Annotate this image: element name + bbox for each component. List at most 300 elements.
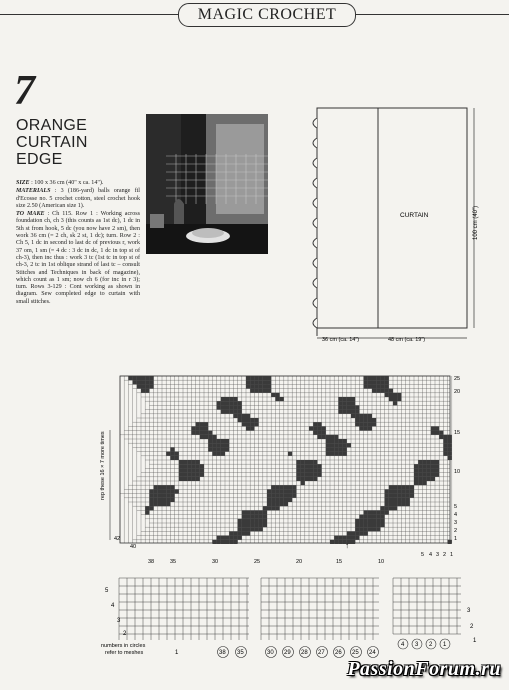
filled-block — [418, 477, 422, 481]
filled-block — [347, 410, 351, 414]
filled-block — [162, 494, 166, 498]
filled-block — [288, 452, 292, 456]
filled-block — [246, 519, 250, 523]
filled-block — [364, 380, 368, 384]
filled-block — [246, 418, 250, 422]
filled-block — [364, 426, 368, 430]
filled-block — [406, 485, 410, 489]
filled-block — [301, 473, 305, 477]
filled-block — [162, 489, 166, 493]
filled-block — [376, 519, 380, 523]
detail-row-label: 3 — [117, 618, 121, 624]
filled-block — [313, 464, 317, 468]
filled-block — [284, 494, 288, 498]
filled-block — [221, 447, 225, 451]
mesh-circle-number: 2 — [429, 642, 433, 648]
filled-block — [380, 384, 384, 388]
arrow-mark: ↑ — [345, 541, 349, 550]
filled-block — [225, 405, 229, 409]
filled-block — [259, 376, 263, 380]
mesh-circle-number: 27 — [318, 650, 325, 656]
column-number: 2 — [443, 552, 447, 558]
filled-block — [414, 468, 418, 472]
filled-block — [376, 380, 380, 384]
filled-block — [250, 426, 254, 430]
filled-block — [448, 452, 452, 456]
filled-block — [351, 536, 355, 540]
detail-middle-grid — [261, 578, 379, 640]
filled-block — [330, 452, 334, 456]
detail-row-label: 1 — [175, 650, 179, 656]
filled-block — [208, 435, 212, 439]
filled-block — [141, 389, 145, 393]
filled-block — [238, 418, 242, 422]
filled-block — [242, 510, 246, 514]
detail-row-label: 2 — [123, 631, 127, 637]
filled-block — [410, 489, 414, 493]
filled-block — [338, 397, 342, 401]
row-number: 4 — [454, 512, 458, 518]
column-number: 5 — [421, 552, 425, 558]
filled-block — [280, 397, 284, 401]
filled-block — [200, 426, 204, 430]
filled-block — [338, 443, 342, 447]
filled-block — [288, 489, 292, 493]
filled-block — [275, 393, 279, 397]
filled-block — [330, 443, 334, 447]
detail-row-label: 1 — [473, 638, 477, 644]
filled-block — [443, 439, 447, 443]
filled-block — [254, 418, 258, 422]
filled-block — [191, 468, 195, 472]
filled-block — [355, 527, 359, 531]
filled-block — [368, 376, 372, 380]
filled-block — [133, 376, 137, 380]
filled-block — [233, 540, 237, 544]
filled-block — [322, 435, 326, 439]
filled-block — [275, 498, 279, 502]
filled-block — [368, 510, 372, 514]
filled-block — [288, 494, 292, 498]
mesh-circle-number: 1 — [443, 642, 447, 648]
filled-block — [250, 510, 254, 514]
filled-block — [221, 410, 225, 414]
filled-block — [179, 460, 183, 464]
filled-block — [422, 477, 426, 481]
filled-block — [183, 477, 187, 481]
filled-block — [343, 410, 347, 414]
filled-block — [263, 510, 267, 514]
filled-block — [170, 447, 174, 451]
filled-block — [242, 515, 246, 519]
filled-block — [196, 468, 200, 472]
filled-block — [221, 540, 225, 544]
filled-block — [401, 494, 405, 498]
mesh-circle-number: 3 — [415, 642, 419, 648]
filled-block — [347, 531, 351, 535]
filled-block — [250, 418, 254, 422]
filled-block — [368, 422, 372, 426]
filled-block — [359, 422, 363, 426]
filled-block — [443, 447, 447, 451]
to-make-label: TO MAKE — [16, 211, 45, 218]
filled-block — [263, 519, 267, 523]
filled-block — [372, 418, 376, 422]
filled-block — [170, 452, 174, 456]
filled-block — [221, 397, 225, 401]
filled-block — [154, 489, 158, 493]
filled-block — [448, 435, 452, 439]
filled-block — [238, 414, 242, 418]
filled-block — [385, 489, 389, 493]
filled-block — [187, 477, 191, 481]
filled-block — [317, 422, 321, 426]
filled-block — [246, 527, 250, 531]
filled-block — [368, 519, 372, 523]
filled-block — [225, 536, 229, 540]
filled-block — [284, 485, 288, 489]
filled-block — [364, 414, 368, 418]
filled-block — [162, 502, 166, 506]
filled-block — [372, 515, 376, 519]
filled-block — [280, 494, 284, 498]
filled-block — [397, 489, 401, 493]
filled-block — [225, 540, 229, 544]
filled-block — [385, 506, 389, 510]
filled-block — [439, 431, 443, 435]
filled-block — [380, 506, 384, 510]
filled-block — [414, 477, 418, 481]
filled-block — [200, 435, 204, 439]
mesh-circle-number: 25 — [352, 650, 359, 656]
filled-block — [313, 473, 317, 477]
filled-block — [187, 460, 191, 464]
filled-block — [422, 464, 426, 468]
filled-block — [376, 384, 380, 388]
filled-block — [179, 473, 183, 477]
filled-block — [368, 384, 372, 388]
filled-block — [246, 426, 250, 430]
filled-block — [343, 452, 347, 456]
meshes-note-line-1: numbers in circles — [101, 643, 146, 649]
filled-block — [242, 519, 246, 523]
filled-block — [141, 380, 145, 384]
filled-block — [389, 397, 393, 401]
mesh-circle-number: 26 — [335, 650, 342, 656]
filled-block — [149, 380, 153, 384]
filled-block — [187, 464, 191, 468]
filled-block — [238, 531, 242, 535]
filled-block — [317, 468, 321, 472]
filled-block — [351, 414, 355, 418]
filled-block — [296, 464, 300, 468]
filet-chart — [98, 360, 498, 565]
filled-block — [448, 439, 452, 443]
filled-block — [435, 426, 439, 430]
filled-block — [330, 540, 334, 544]
filled-block — [238, 401, 242, 405]
filled-block — [280, 489, 284, 493]
filled-block — [263, 515, 267, 519]
filled-block — [343, 405, 347, 409]
filled-block — [246, 422, 250, 426]
mesh-circle-number: 28 — [301, 650, 308, 656]
filled-block — [145, 506, 149, 510]
filled-block — [448, 443, 452, 447]
filled-block — [217, 439, 221, 443]
filled-block — [191, 426, 195, 430]
filled-block — [414, 481, 418, 485]
filled-block — [246, 376, 250, 380]
materials-paragraph — [16, 188, 140, 210]
filled-block — [233, 401, 237, 405]
filled-block — [233, 405, 237, 409]
filled-block — [364, 384, 368, 388]
column-number: 35 — [170, 559, 177, 565]
filled-block — [267, 376, 271, 380]
row-number: 10 — [454, 469, 461, 475]
filled-block — [204, 431, 208, 435]
filled-block — [397, 494, 401, 498]
column-number: 15 — [336, 559, 343, 565]
size-paragraph — [16, 180, 140, 187]
filled-block — [196, 477, 200, 481]
filled-block — [208, 431, 212, 435]
filled-block — [317, 435, 321, 439]
filled-block — [196, 460, 200, 464]
filled-block — [200, 431, 204, 435]
repeat-label: rep these 16 × 7 more times — [100, 431, 106, 500]
filled-block — [448, 540, 452, 544]
detail-row-label: 5 — [105, 588, 109, 594]
filled-block — [368, 527, 372, 531]
filled-block — [263, 506, 267, 510]
filled-block — [431, 464, 435, 468]
filled-block — [267, 380, 271, 384]
filled-block — [221, 452, 225, 456]
filled-block — [254, 523, 258, 527]
filled-block — [364, 515, 368, 519]
filled-block — [406, 502, 410, 506]
filled-block — [393, 401, 397, 405]
filled-block — [170, 494, 174, 498]
size-value: : 100 x 36 cm (40" x ca. 14"). — [29, 180, 104, 186]
filled-block — [246, 523, 250, 527]
filled-block — [338, 536, 342, 540]
filled-block — [233, 414, 237, 418]
filled-block — [158, 485, 162, 489]
filled-block — [250, 523, 254, 527]
mesh-circle-number: 38 — [219, 650, 226, 656]
filled-block — [128, 376, 132, 380]
filled-block — [368, 418, 372, 422]
filled-block — [376, 527, 380, 531]
filled-block — [267, 498, 271, 502]
filled-block — [401, 498, 405, 502]
filled-block — [326, 439, 330, 443]
filled-block — [401, 489, 405, 493]
filled-block — [170, 456, 174, 460]
filled-block — [212, 443, 216, 447]
filled-block — [212, 452, 216, 456]
filled-block — [267, 494, 271, 498]
filled-block — [175, 489, 179, 493]
filled-block — [401, 485, 405, 489]
filled-block — [347, 405, 351, 409]
filled-block — [326, 435, 330, 439]
filled-block — [267, 384, 271, 388]
filled-block — [422, 468, 426, 472]
filled-block — [448, 456, 452, 460]
filled-block — [313, 422, 317, 426]
filled-block — [309, 464, 313, 468]
filled-block — [296, 473, 300, 477]
filled-block — [376, 523, 380, 527]
filled-block — [246, 384, 250, 388]
filled-block — [406, 494, 410, 498]
filled-block — [263, 389, 267, 393]
filled-block — [338, 540, 342, 544]
filled-block — [145, 389, 149, 393]
row-number: 40 — [130, 544, 137, 550]
filled-block — [242, 422, 246, 426]
filled-block — [263, 523, 267, 527]
row-number: 20 — [454, 389, 461, 395]
curtain-photo-image — [146, 114, 268, 254]
filled-block — [380, 519, 384, 523]
filled-block — [389, 498, 393, 502]
filled-block — [179, 477, 183, 481]
filled-block — [204, 435, 208, 439]
filled-block — [191, 464, 195, 468]
filled-block — [406, 498, 410, 502]
filled-block — [225, 410, 229, 414]
filled-block — [305, 477, 309, 481]
filled-block — [196, 431, 200, 435]
right-detail-row-labels — [467, 608, 477, 644]
filled-block — [212, 540, 216, 544]
filled-block — [418, 481, 422, 485]
filled-block — [301, 481, 305, 485]
filled-block — [200, 422, 204, 426]
filled-block — [372, 527, 376, 531]
filled-block — [435, 464, 439, 468]
filled-block — [309, 426, 313, 430]
filled-block — [418, 460, 422, 464]
filled-block — [359, 515, 363, 519]
filled-block — [183, 464, 187, 468]
filled-block — [259, 519, 263, 523]
filled-block — [305, 473, 309, 477]
curtain-photo — [146, 114, 268, 254]
filled-block — [364, 523, 368, 527]
pattern-title — [16, 117, 146, 168]
filled-block — [443, 452, 447, 456]
filled-block — [254, 510, 258, 514]
filled-block — [334, 536, 338, 540]
row-number: 2 — [454, 528, 458, 534]
filled-block — [242, 418, 246, 422]
filled-block — [355, 536, 359, 540]
filled-block — [431, 473, 435, 477]
title-line-3: EDGE — [16, 151, 63, 168]
filled-block — [393, 393, 397, 397]
filled-block — [376, 510, 380, 514]
filled-block — [149, 502, 153, 506]
filled-block — [154, 502, 158, 506]
filled-block — [322, 431, 326, 435]
filled-block — [208, 447, 212, 451]
filled-block — [259, 384, 263, 388]
row-number: 5 — [454, 504, 458, 510]
filled-block — [280, 485, 284, 489]
column-number: 1 — [450, 552, 454, 558]
filled-block — [343, 401, 347, 405]
filled-block — [343, 536, 347, 540]
filled-block — [162, 485, 166, 489]
filled-block — [389, 389, 393, 393]
filled-block — [229, 401, 233, 405]
filled-block — [275, 506, 279, 510]
filled-block — [254, 389, 258, 393]
filled-block — [271, 485, 275, 489]
filled-block — [397, 485, 401, 489]
filled-block — [179, 464, 183, 468]
filled-block — [389, 485, 393, 489]
filled-block — [141, 376, 145, 380]
filled-block — [393, 397, 397, 401]
filled-block — [284, 502, 288, 506]
filled-block — [238, 536, 242, 540]
filled-block — [343, 447, 347, 451]
filled-block — [355, 523, 359, 527]
materials-label: MATERIALS — [16, 188, 51, 195]
filled-block — [246, 380, 250, 384]
meshes-note-line-2: refer to meshes — [105, 650, 144, 656]
filled-block — [275, 397, 279, 401]
filled-block — [313, 426, 317, 430]
filled-block — [233, 410, 237, 414]
filled-block — [385, 380, 389, 384]
filled-block — [389, 489, 393, 493]
filled-block — [217, 405, 221, 409]
filled-block — [368, 515, 372, 519]
filled-block — [149, 489, 153, 493]
filled-block — [242, 531, 246, 535]
filled-block — [372, 376, 376, 380]
filled-block — [217, 536, 221, 540]
filled-block — [166, 502, 170, 506]
filled-block — [355, 405, 359, 409]
filled-block — [326, 443, 330, 447]
filled-block — [359, 531, 363, 535]
filled-block — [301, 460, 305, 464]
filled-block — [309, 468, 313, 472]
filled-block — [372, 523, 376, 527]
filled-block — [322, 426, 326, 430]
curtain-schematic — [300, 100, 480, 350]
filled-block — [343, 443, 347, 447]
filled-block — [334, 435, 338, 439]
bottom-numbers — [148, 552, 453, 565]
filled-block — [271, 393, 275, 397]
filled-block — [406, 489, 410, 493]
filled-block — [368, 414, 372, 418]
filled-block — [229, 540, 233, 544]
column-number: 30 — [212, 559, 219, 565]
filled-block — [435, 460, 439, 464]
filled-block — [208, 439, 212, 443]
